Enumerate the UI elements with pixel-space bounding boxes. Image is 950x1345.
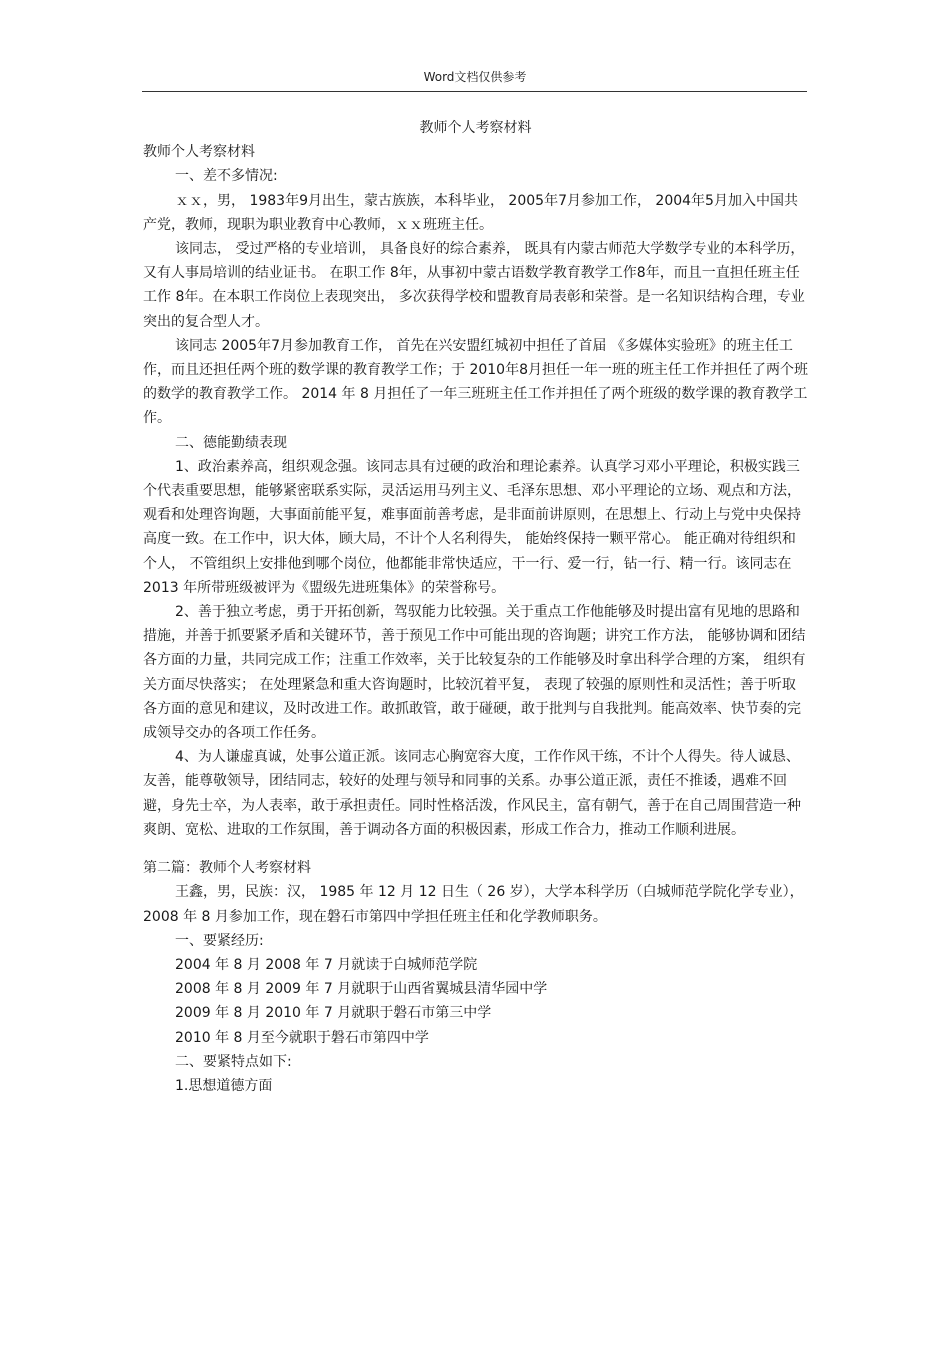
experience-item: 2008 年 8 月 2009 年 7 月就职于山西省翼城县清华园中学 [175,981,548,998]
section-heading: 一、差不多情况: [175,168,278,185]
paragraph: 4、为人谦虚真诚，处事公道正派。该同志心胸宽容大度，工作作风干练，不计个人得失。待人诚恳、友善，能尊敬领导，团结同志，较好的处理与领导和同事的关系。办事公道正派，责任不推诿，遇难不回避，身先士卒，为人表率，敢于承担责任。同时性格活泼，作风民主，富有朝气，善于在自己周围营造一种爽朗、宽松、进取的工作氛围，善于调动各方面的积极因素，形成工作合力，推动工作顺利进展。 [143,749,801,838]
section-heading: 二、德能勤绩表现 [175,434,287,451]
paragraph: 王鑫，男，民族：汉， 1985 年 12 月 12 日生（ 26 岁），大学本科学历（白城师范学院化学专业）， 2008 年 8 月参加工作，现在磐石市第四中学担任班主任和化学教师职务。 [143,884,804,925]
doc-subtitle: 教师个人考察材料 [143,144,255,161]
experience-item: 2010 年 8 月至今就职于磐石市第四中学 [175,1029,429,1046]
section-heading: 二、要紧特点如下: [175,1053,292,1070]
doc-title: 教师个人考察材料 [419,120,532,136]
paragraph: 该同志 2005年7月参加教育工作， 首先在兴安盟红城初中担任了首届 《多媒体实验班》的班主任工作，而且还担任两个班的数学课的教育教学工作；于 2010年8月担任一年一班的班主任工作并担任了两个班的数学的教育教学工作。 2014 年 8 月担任了一年三班班主任工作并担任了两个班级的数学课的教育教学工作。 [143,337,808,427]
page-header: Word文档仅供参考 [423,70,527,84]
paragraph: 1、政治素养高，组织观念强。该同志具有过硬的政治和理论素养。认真学习邓小平理论，积极实践三个代表重要思想，能够紧密联系实际，灵活运用马列主义、毛泽东思想、邓小平理论的立场、观点和方法，观看和处理咨询题，大事面前能平复，难事面前善考虑，是非面前讲原则，在思想上、行动上与党中央保持高度一致。在工作中，识大体，顾大局，不计个人名利得失， 能始终保持一颗平常心。 能正确对待组织和个人， 不管组织上安排他到哪个岗位，他都能非常快适应，干一行、爱一行，钻一行、精一行。该同志在 2013 年所带班级被评为《盟级先进班集体》的荣誉称号。 [143,458,801,596]
spacer [143,842,808,856]
paragraph: ｘｘ，男， 1983年9月出生，蒙古族族，本科毕业， 2005年7月参加工作， 2004年5月加入中国共产党，教师，现职为职业教育中心教师，ｘｘ班班主任。 [143,192,798,233]
section-heading: 一、要紧经历: [175,932,264,949]
experience-item: 2009 年 8 月 2010 年 7 月就职于磐石市第三中学 [175,1005,492,1022]
subsection-heading: 1.思想道德方面 [175,1077,273,1094]
paragraph: 2、善于独立考虑，勇于开拓创新，驾驭能力比较强。关于重点工作他能够及时提出富有见地的思路和措施，并善于抓要紧矛盾和关键环节，善于预见工作中可能出现的咨询题；讲究工作方法， 能够协调和团结各方面的力量，共同完成工作；注重工作效率，关于比较复杂的工作能够及时拿出科学合理的方案， 组织有关方面尽快落实； 在处理紧急和重大咨询题时，比较沉着平复， 表现了较强的原则性和灵活性；善于听取各方面的意见和建议，及时改进工作。敢抓敢管，敢于碰硬，敢于批判与自我批判。能高效率、快节奏的完成领导交办的各项工作任务。 [143,604,806,742]
experience-item: 2004 年 8 月 2008 年 7 月就读于白城师范学院 [175,956,478,973]
document-body [143,116,808,1098]
paragraph: 该同志， 受过严格的专业培训， 具备良好的综合素养， 既具有内蒙古师范大学数学专业的本科学历， 又有人事局培训的结业证书。 在职工作 8年，从事初中蒙古语数学教育教学工作8年，而且一直担任班主任工作 8年。在本职工作岗位上表现突出， 多次获得学校和盟教育局表彰和荣誉。是一名知识结构合理，专业突出的复合型人才。 [143,241,805,330]
header-rule [142,91,807,92]
part-title: 第二篇：教师个人考察材料 [143,860,311,877]
